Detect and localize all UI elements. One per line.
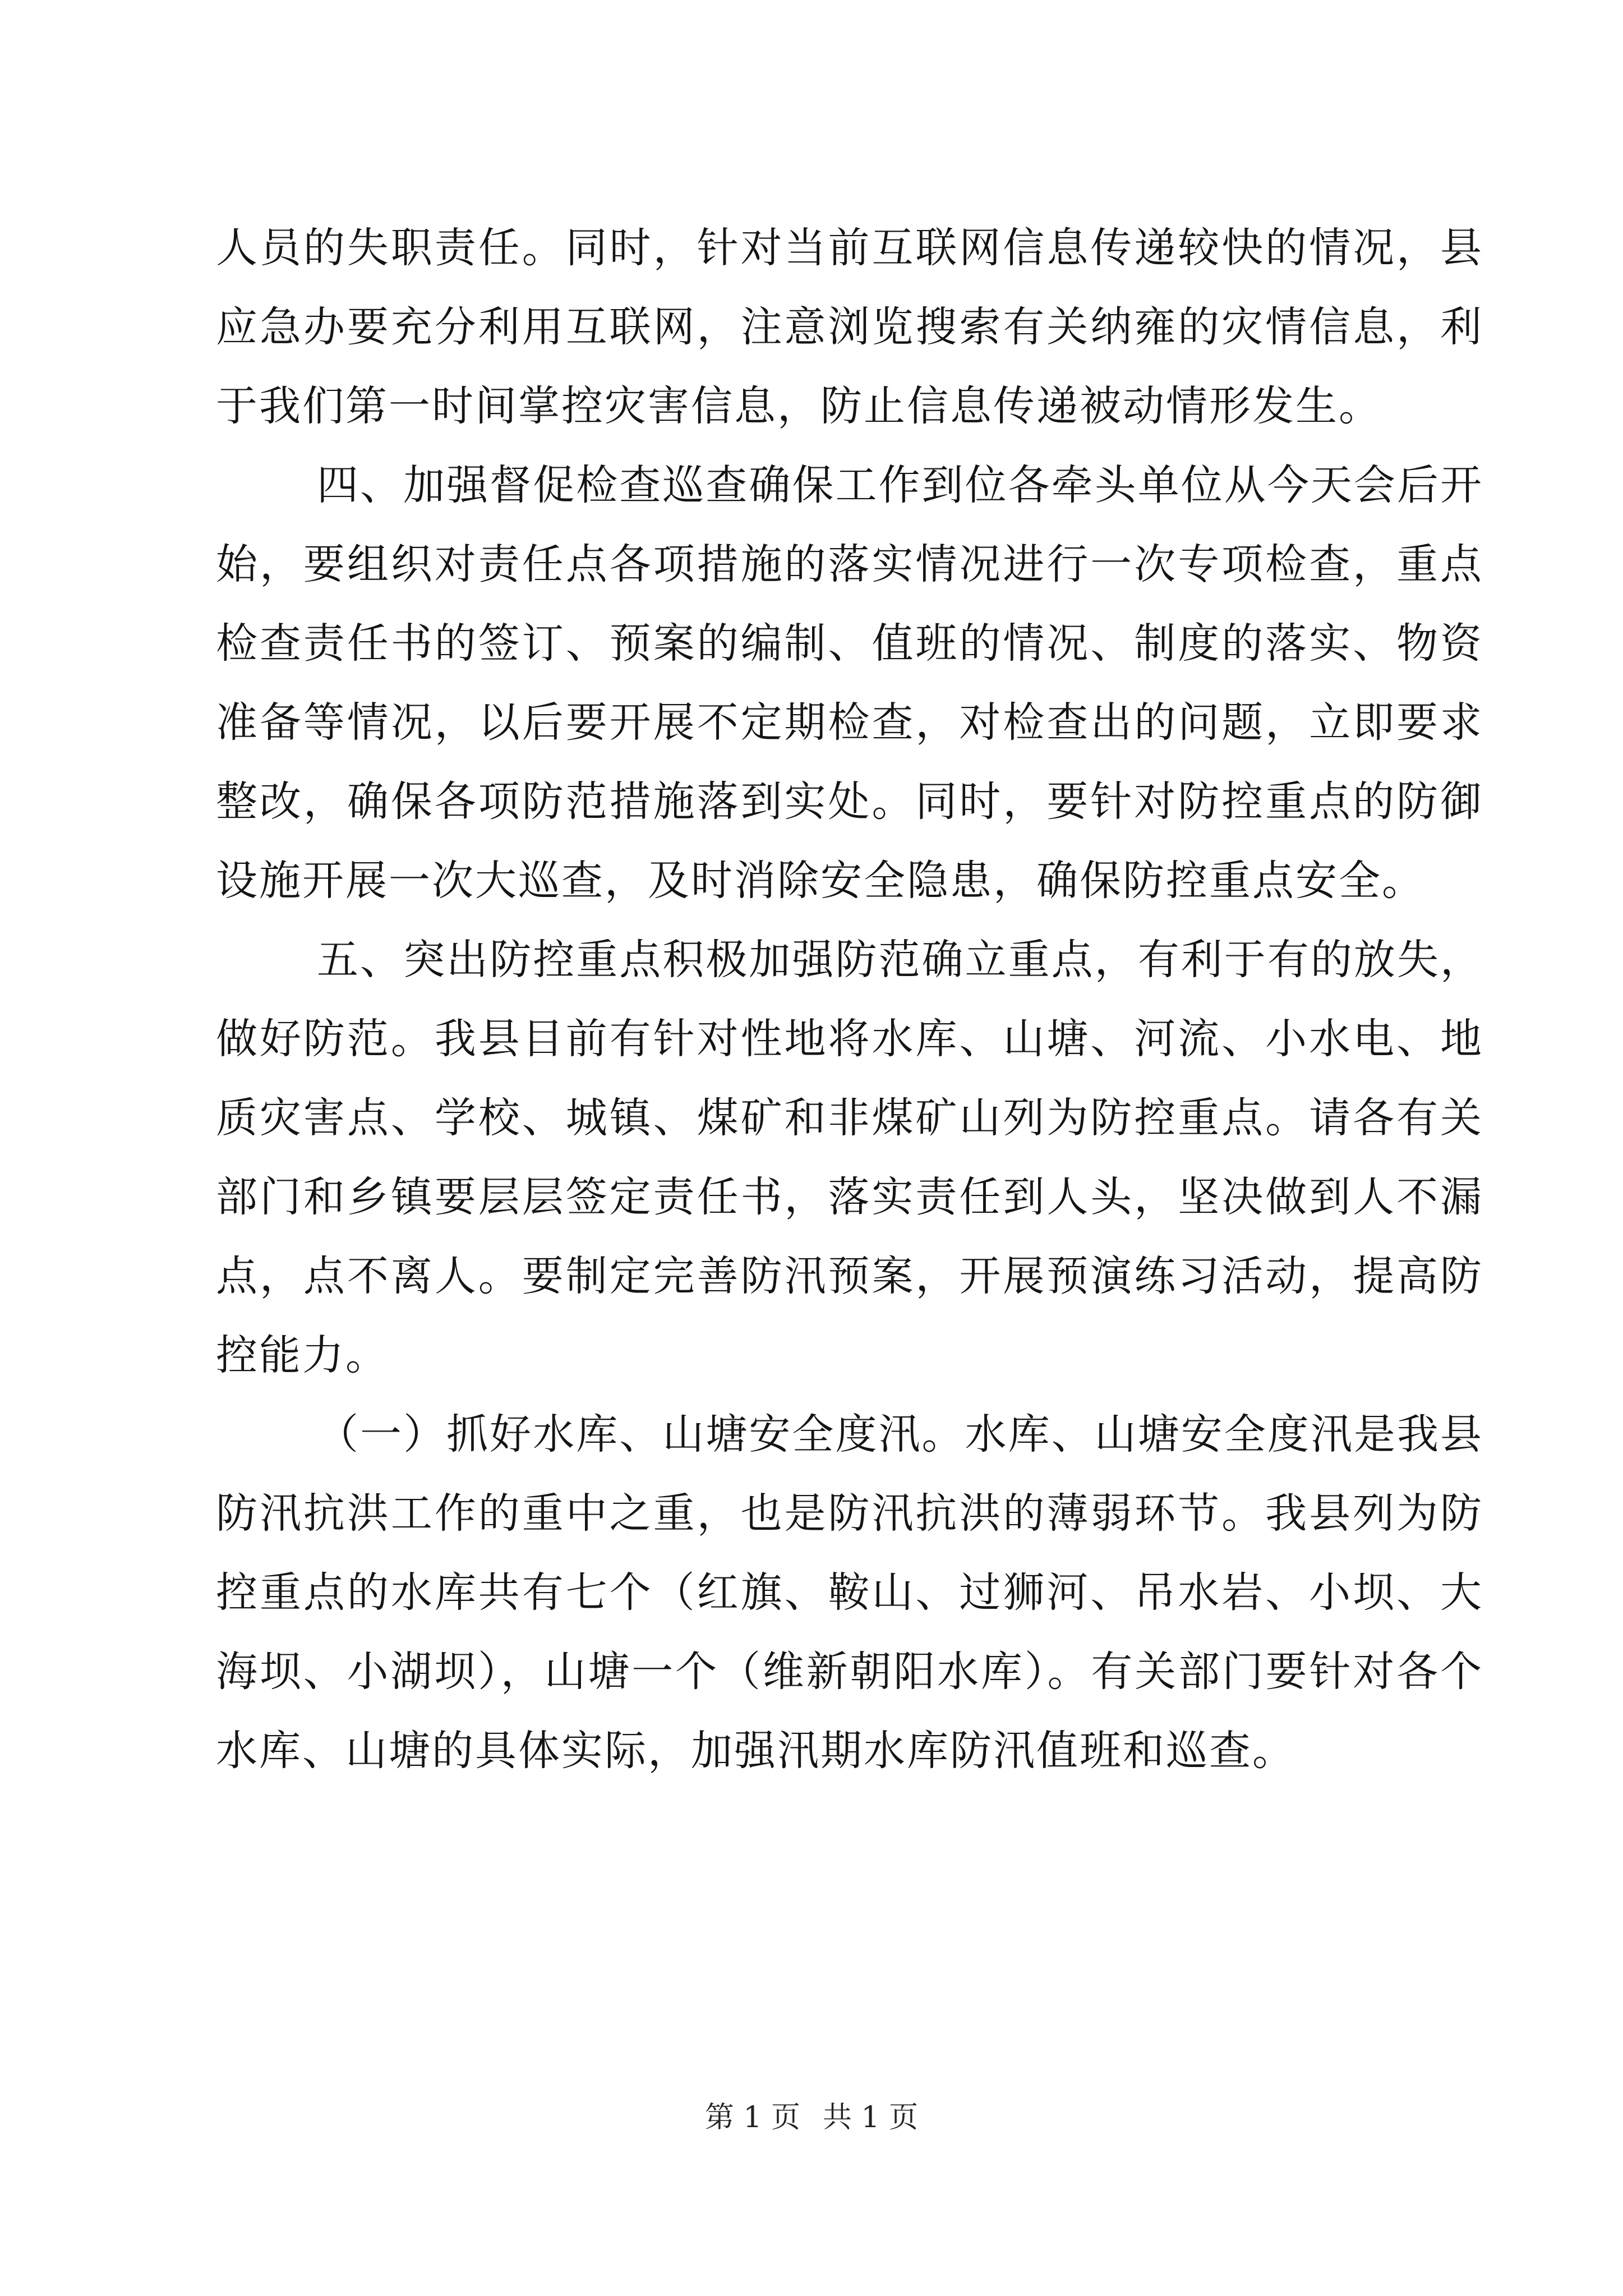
- paragraph-subsection-one: （一）抓好水库、山塘安全度汛。水库、山塘安全度汛是我县防汛抗洪工作的重中之重，也是防汛抗洪的薄弱环节。我县列为防控重点的水库共有七个（红旗、鞍山、过狮河、吊水岩、小坝、大海坝、小湖坝），山塘一个（维新朝阳水库）。有关部门要针对各个水库、山塘的具体实际，加强汛期水库防汛值班和巡查。: [216, 1410, 1483, 1775]
- document-body: [216, 209, 1483, 1791]
- page-number-total: 共 1 页: [823, 2101, 919, 2134]
- paragraph-section-five: 五、突出防控重点积极加强防范确立重点，有利于有的放失，做好防范。我县目前有针对性地将水库、山塘、河流、小水电、地质灾害点、学校、城镇、煤矿和非煤矿山列为防控重点。请各有关部门和乡镇要层层签定责任书，落实责任到人头，坚决做到人不漏点，点不离人。要制定完善防汛预案，开展预演练习活动，提高防控能力。: [216, 936, 1483, 1379]
- paragraph-continuation: 人员的失职责任。同时，针对当前互联网信息传递较快的情况，县应急办要充分利用互联网，注意浏览搜索有关纳雍的灾情信息，利于我们第一时间掌控灾害信息，防止信息传递被动情形发生。: [216, 224, 1483, 430]
- page-footer: [0, 2101, 1623, 2134]
- page-number-current: 第 1 页: [704, 2101, 800, 2134]
- paragraph-section-four: 四、加强督促检查巡查确保工作到位各牵头单位从今天会后开始，要组织对责任点各项措施的落实情况进行一次专项检查，重点检查责任书的签订、预案的编制、值班的情况、制度的落实、物资准备等情况，以后要开展不定期检查，对检查出的问题，立即要求整改，确保各项防范措施落到实处。同时，要针对防控重点的防御设施开展一次大巡查，及时消除安全隐患，确保防控重点安全。: [216, 461, 1483, 905]
